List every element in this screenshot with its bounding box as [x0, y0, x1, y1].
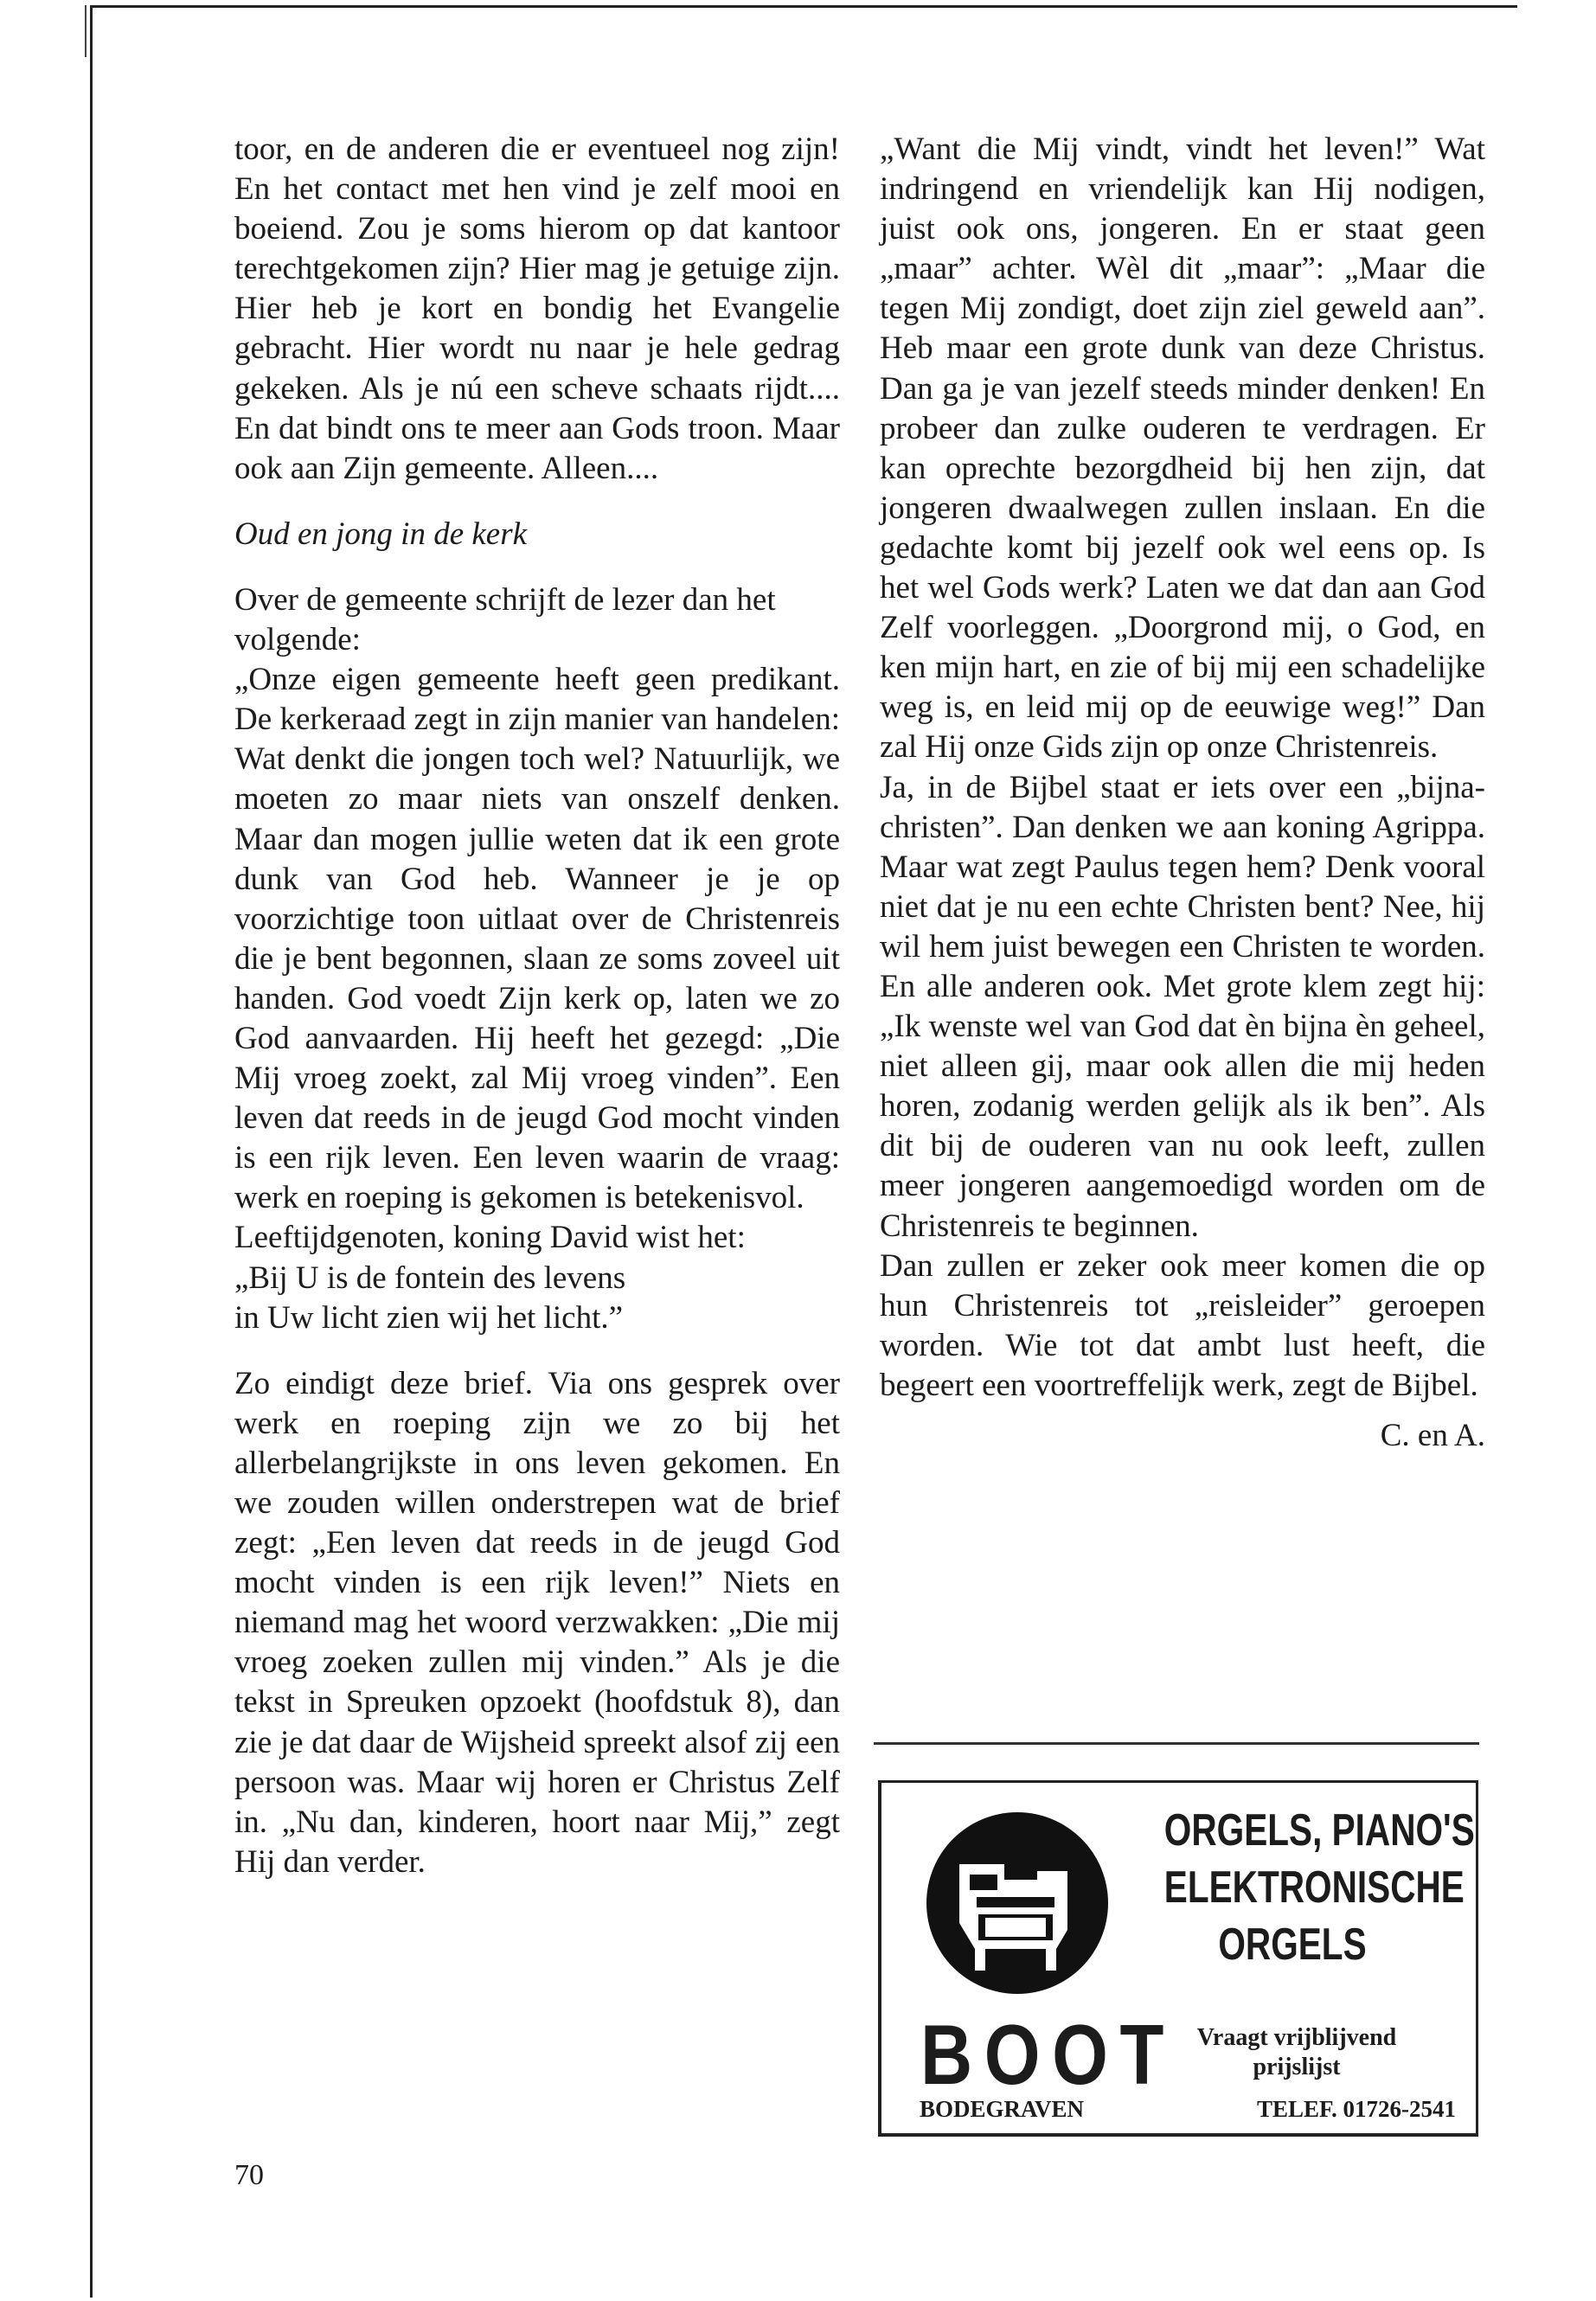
- page-number: 70: [234, 2159, 264, 2191]
- ad-call-to-action: [1132, 2023, 1461, 2082]
- paragraph: toor, en de anderen die er eventueel nog zijn! En het contact met hen vind je zelf mooi en boeiend. Zou je soms hierom op dat kantoor terechtgekomen zijn? Hier mag je getuige zijn. Hier heb je kort en bondig het Evangelie gebracht. Hier wordt nu naar je hele gedrag gekeken. Als je nú een scheve schaats rijdt.... En dat bindt ons te meer aan Gods troon. Maar ook aan Zijn gemeente. Alleen....: [234, 131, 840, 486]
- ad-cta-line: prijslijst: [1253, 2054, 1341, 2080]
- quote-line: in Uw licht zien wij het licht.”: [234, 1299, 624, 1336]
- paragraph: Leeftijdgenoten, koning David wist het:: [234, 1220, 746, 1256]
- ad-city: BODEGRAVEN: [920, 2096, 1085, 2122]
- piano-icon: [925, 1811, 1111, 1997]
- right-column: [880, 130, 1485, 1456]
- ad-title-line: ELEKTRONISCHE: [1163, 1862, 1465, 1913]
- page-border-top: [90, 5, 1517, 8]
- ad-title-line: ORGELS, PIANO'S: [1163, 1805, 1475, 1856]
- left-column: [234, 130, 840, 1882]
- ad-divider: [874, 1742, 1479, 1745]
- page-border-mark: [85, 5, 87, 57]
- paragraph: Ja, in de Bijbel staat er iets over een „bijna-christen”. Dan denken we aan koning Agrippa. Maar wat zegt Paulus tegen hem? Denk vooral niet dat je nu een echte Christen bent? Nee, hij wil hem juist bewegen een Christen te worden. En alle anderen ook. Met grote klem zegt hij: „Ik wenste wel van God dat èn bijna èn geheel, niet alleen gij, maar ook allen die mij heden horen, zodanig werden gelijk als ik ben”. Als dit bij de ouderen van nu ook leeft, zullen meer jongeren aangemoedigd worden om de Christenreis te beginnen.: [880, 769, 1485, 1244]
- ad-footer: [920, 2096, 1456, 2123]
- paragraph: Dan zullen er zeker ook meer komen die op hun Christenreis tot „reisleider” geroepen worden. Wie tot dat ambt lust heeft, die begeert een voortreffelijk werk, zegt de Bijbel.: [880, 1247, 1485, 1403]
- ad-title: [1163, 1802, 1475, 1973]
- quote-line: „Bij U is de fontein des levens: [234, 1259, 626, 1296]
- paragraph: Zo eindigt deze brief. Via ons gesprek over werk en roeping zijn we zo bij het allerbelangrijkste in ons leven gekomen. En we zouden willen onderstrepen wat de brief zegt: „Een leven dat reeds in de jeugd God mocht vinden is een rijk leven!” Niets en niemand mag het woord verzwakken: „Die mij vroeg zoeken zullen mij vinden.” Als je die tekst in Spreuken opzoekt (hoofdstuk 8), dan zie je dat daar de Wijsheid spreekt alsof zij een persoon was. Maar wij horen er Christus Zelf in. „Nu dan, kinderen, hoort naar Mij,” zegt Hij dan verder.: [234, 1365, 840, 1880]
- ad-phone: TELEF. 01726-2541: [1256, 2096, 1456, 2122]
- page-border-left: [90, 5, 93, 2298]
- advertisement: [878, 1780, 1478, 2137]
- ad-title-line: ORGELS: [1218, 1920, 1367, 1970]
- ad-brand-name: BOOT: [920, 2007, 1176, 2102]
- paragraph: „Want die Mij vindt, vindt het leven!” Wat indringend en vriendelijk kan Hij nodigen, juist ook ons, jongeren. En er staat geen „maar” achter. Wèl dit „maar”: „Maar die tegen Mij zondigt, doet zijn ziel geweld aan”. Heb maar een grote dunk van deze Christus. Dan ga je van jezelf steeds minder denken! En probeer dan zulke ouderen te verdragen. Er kan oprechte bezorgdheid bij hen zijn, dat jongeren dwaalwegen zullen inslaan. En die gedachte komt bij jezelf ook wel eens op. Is het wel Gods werk? Laten we dat dan aan God Zelf voorleggen. „Doorgrond mij, o God, en ken mijn hart, en zie of bij mij een schadelijke weg is, en leid mij op de eeuwige weg!” Dan zal Hij onze Gids zijn op onze Christenreis.: [880, 131, 1485, 766]
- signature: C. en A.: [1380, 1418, 1485, 1453]
- section-subheading: Oud en jong in de kerk: [234, 516, 528, 552]
- ad-cta-line: Vraagt vrijblijvend: [1196, 2024, 1397, 2051]
- paragraph: Over de gemeente schrijft de lezer dan het volgende:: [234, 581, 776, 658]
- paragraph: „Onze eigen gemeente heeft geen predikant. De kerkeraad zegt in zijn manier van handelen: Wat denkt die jongen toch wel? Natuurlijk, we moeten zo maar niets van onszelf denken. Maar dan mogen jullie weten dat ik een grote dunk van God heb. Wanneer je je op voorzichtige toon uitlaat over de Christenreis die je bent begonnen, slaan ze soms zoveel uit handen. God voedt Zijn kerk op, laten we zo God aanvaarden. Hij heeft het gezegd: „Die Mij vroeg zoekt, zal Mij vroeg vinden”. Een leven dat reeds in de jeugd God mocht vinden is een rijk leven. Een leven waarin de vraag: werk en roeping is gekomen is betekenisvol.: [234, 662, 840, 1216]
